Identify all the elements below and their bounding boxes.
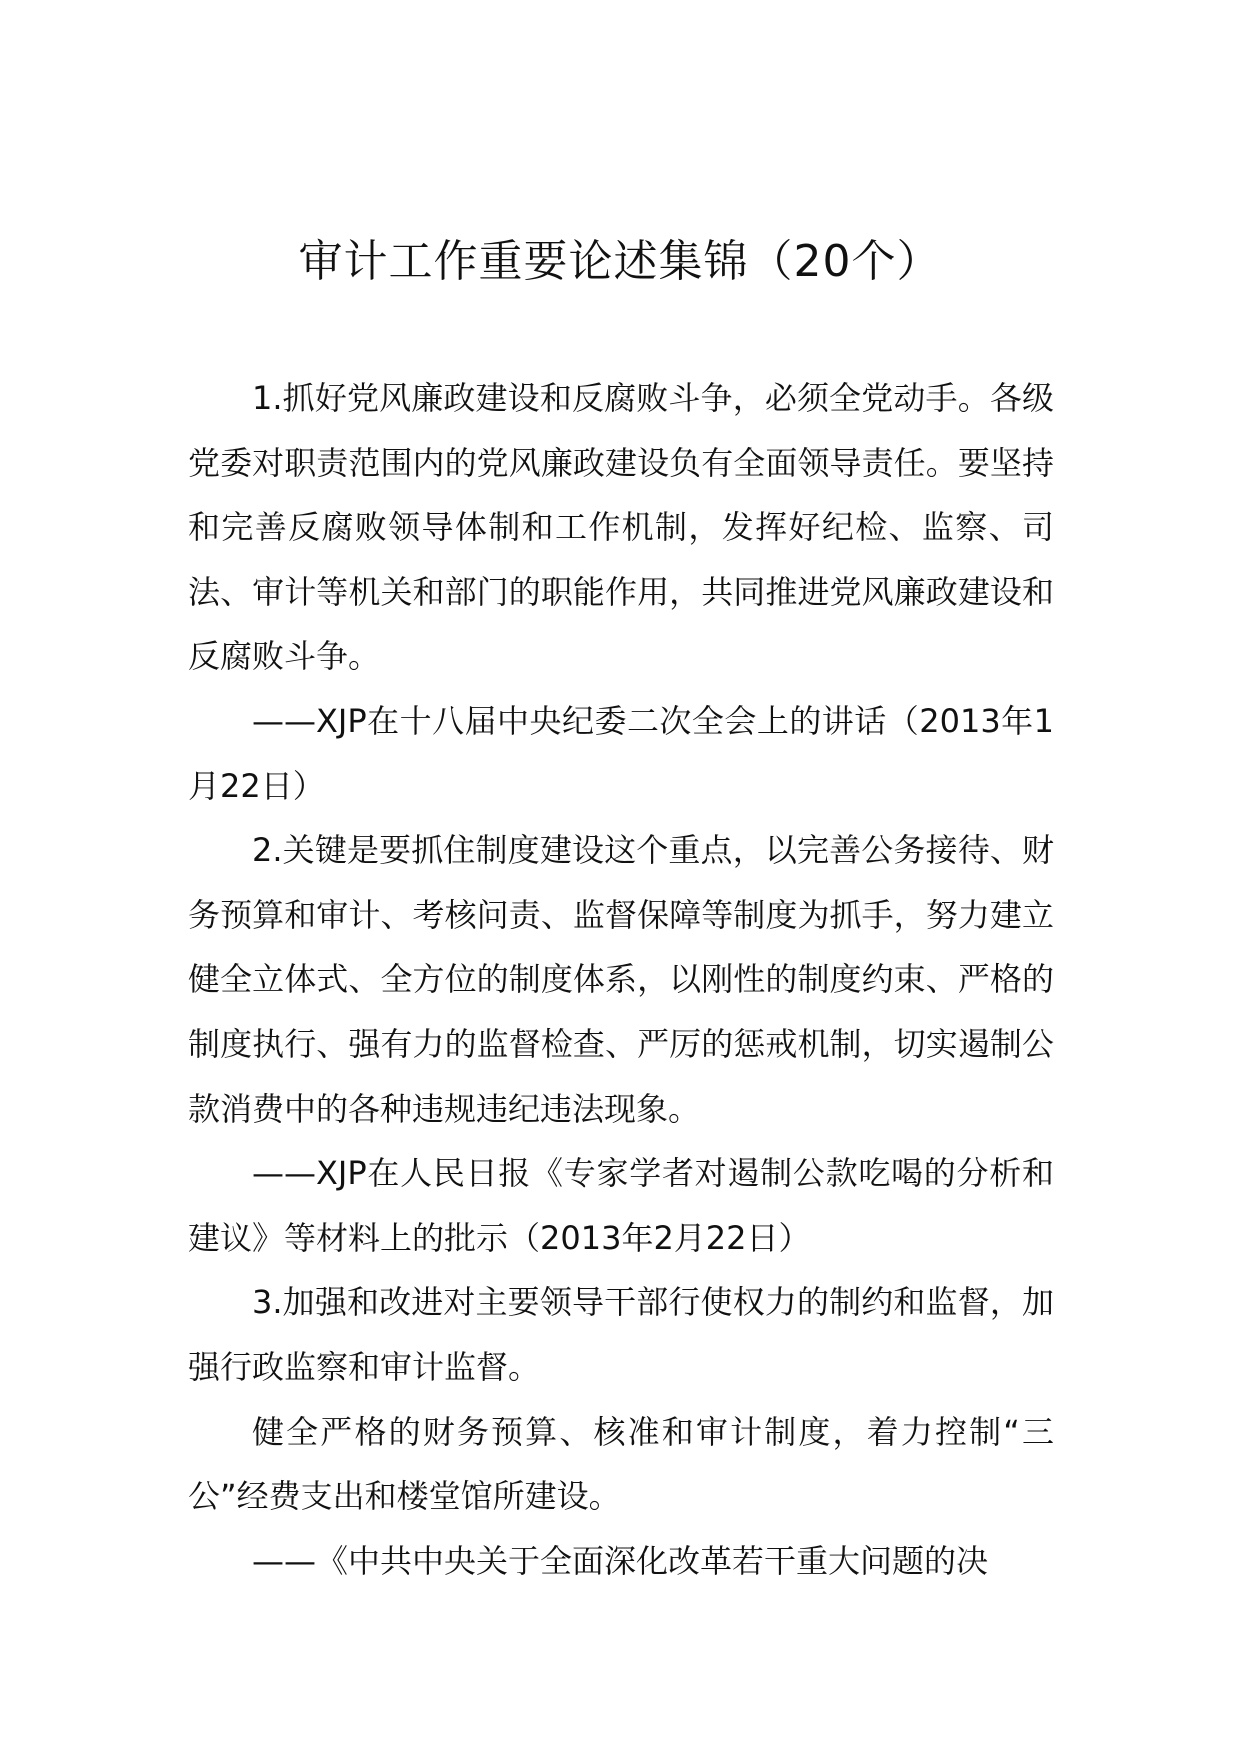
paragraph-1: 1.抓好党风廉政建设和反腐败斗争，必须全党动手。各级党委对职责范围内的党风廉政建设负有全面领导责任。要坚持和完善反腐败领导体制和工作机制，发挥好纪检、监察、司法、审计等机关和部门的职能作用，共同推进党风廉政建设和反腐败斗争。 — [188, 379, 1054, 676]
paragraph-2: 2.关键是要抓住制度建设这个重点，以完善公务接待、财务预算和审计、考核问责、监督保障等制度为抓手，努力建立健全立体式、全方位的制度体系，以刚性的制度约束、严格的制度执行、强有力的监督检查、严厉的惩戒机制，切实遏制公款消费中的各种违规违纪违法现象。 — [188, 831, 1054, 1128]
document-title: 审计工作重要论述集锦（20个） — [298, 236, 942, 287]
source-citation-3: ——《中共中央关于全面深化改革若干重大问题的决 — [252, 1541, 989, 1580]
source-citation-1: ——XJP在十八届中央纪委二次全会上的讲话（2013年1月22日） — [188, 701, 1054, 805]
paragraph-3: 3.加强和改进对主要领导干部行使权力的制约和监督，加强行政监察和审计监督。 — [188, 1283, 1054, 1386]
source-citation-2: ——XJP在人民日报《专家学者对遏制公款吃喝的分析和建议》等材料上的批示（2013年2月22日） — [188, 1154, 1054, 1257]
paragraph-3-continued: 健全严格的财务预算、核准和审计制度，着力控制“三公”经费支出和楼堂馆所建设。 — [188, 1412, 1054, 1516]
document-body — [188, 366, 1054, 1593]
